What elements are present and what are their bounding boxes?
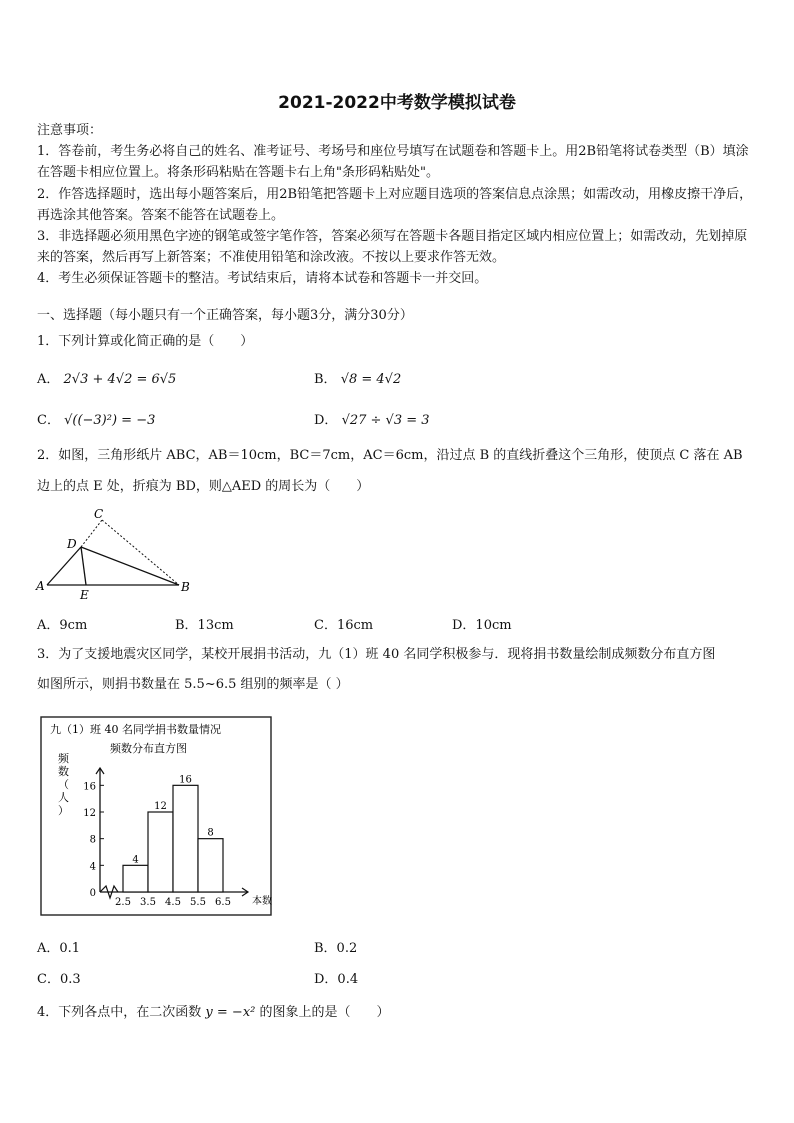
y-axis-label: 频数（人） xyxy=(58,752,69,817)
q4-stem-pre: 4．下列各点中，在二次函数 xyxy=(37,1005,202,1020)
q4-stem-expr: y = −x² xyxy=(205,1005,256,1020)
q3-option-b[interactable]: B．0.2 xyxy=(314,941,358,956)
segment-de xyxy=(81,547,86,585)
q1-option-b[interactable] xyxy=(314,368,401,387)
q4-stem xyxy=(37,1002,390,1023)
histogram-bar xyxy=(123,865,148,892)
chart-subtitle: 频数分布直方图 xyxy=(110,742,187,755)
q2-stem-line1: 2．如图，三角形纸片 ABC，AB＝10cm，BC＝7cm，AC＝6cm，沿过点 B 的直线折叠这个三角形，使顶点 C 落在 AB xyxy=(37,448,743,463)
bar-value-label: 16 xyxy=(179,774,192,786)
notice-item-1: 1．答卷前，考生务必将自己的姓名、准考证号、考场号和座位号填写在试题卷和答题卡上。用2B铅笔将试卷类型（B）填涂在答题卡相应位置上。将条形码粘贴在答题卡右上角"条形码粘贴处"。 xyxy=(37,144,749,181)
q1-option-c-label: C． xyxy=(37,413,60,428)
y-tick-label: 12 xyxy=(83,808,96,819)
q1-option-d-expr: √27 ÷ √3 = 3 xyxy=(341,413,430,428)
q3-option-a[interactable]: A．0.1 xyxy=(37,941,81,956)
page-title: 2021-2022中考数学模拟试卷 xyxy=(278,93,516,113)
x-tick-label: 6.5 xyxy=(215,897,231,908)
q3-histogram xyxy=(40,716,272,916)
x-axis-label: 本数 xyxy=(252,896,272,907)
label-d: D xyxy=(67,537,77,551)
section-heading: 一、选择题（每小题只有一个正确答案，每小题3分，满分30分） xyxy=(37,308,413,323)
q2-option-b[interactable]: B．13cm xyxy=(175,618,234,633)
y-tick-label: 4 xyxy=(89,861,96,873)
q3-option-c[interactable]: C．0.3 xyxy=(37,972,81,987)
bar-value-label: 8 xyxy=(207,827,214,839)
label-b: B xyxy=(181,580,190,594)
q2-triangle-figure xyxy=(34,504,194,602)
q1-option-d[interactable] xyxy=(314,409,430,428)
label-c: C xyxy=(94,507,104,521)
y-tick-label: 8 xyxy=(89,834,96,846)
notice-block xyxy=(37,120,759,290)
histogram-bar xyxy=(173,785,198,892)
q1-option-d-label: D． xyxy=(314,413,338,428)
notice-heading: 注意事项： xyxy=(37,123,103,138)
q3-stem-line2: 如图所示，则捐书数量在 5.5~6.5 组别的频率是（ ） xyxy=(37,677,349,692)
bar-value-label: 12 xyxy=(154,801,167,812)
segment-cb-dashed xyxy=(102,520,179,585)
q1-option-a[interactable] xyxy=(37,368,176,387)
q4-stem-post: 的图象上的是（ ） xyxy=(259,1005,390,1020)
x-tick-label: 4.5 xyxy=(165,897,181,908)
segment-ad xyxy=(47,547,81,585)
notice-item-4: 4．考生必须保证答题卡的整洁。考试结束后，请将本试卷和答题卡一并交回。 xyxy=(37,271,488,287)
q3-option-d[interactable]: D．0.4 xyxy=(314,972,359,987)
label-e: E xyxy=(80,588,89,602)
bar-value-label: 4 xyxy=(132,854,139,866)
y-tick-label: 0 xyxy=(89,888,96,899)
segment-dc-dashed xyxy=(81,520,102,547)
q2-option-d[interactable]: D．10cm xyxy=(452,618,512,633)
q1-option-a-expr: 2√3 + 4√2 = 6√5 xyxy=(63,372,177,387)
q1-option-b-label: B． xyxy=(314,372,337,387)
histogram-bar xyxy=(148,812,173,892)
notice-item-3: 3．非选择题必须用黑色字迹的钢笔或签字笔作答，答案必须写在答题卡各题目指定区域内相应位置上；如需改动，先划掉原来的答案，然后再写上新答案；不准使用铅笔和涂改液。不按以上要求作答无效。 xyxy=(37,229,748,266)
chart-title: 九（1）班 40 名同学捐书数量情况 xyxy=(50,723,221,736)
q1-option-b-expr: √8 = 4√2 xyxy=(340,372,402,387)
q1-option-a-label: A． xyxy=(37,372,60,387)
q3-stem-line1: 3．为了支援地震灾区同学，某校开展捐书活动，九（1）班 40 名同学积极参与．现将捐书数量绘制成频数分布直方图 xyxy=(37,647,716,662)
q1-option-c-expr: √((−3)²) = −3 xyxy=(64,413,156,428)
y-tick-label: 16 xyxy=(83,781,96,793)
notice-item-2: 2．作答选择题时，选出每小题答案后，用2B铅笔把答题卡上对应题目选项的答案信息点涂黑；如需改动，用橡皮擦干净后，再选涂其他答案。答案不能答在试题卷上。 xyxy=(37,186,753,223)
q1-option-c[interactable] xyxy=(37,409,155,428)
q2-stem-line2: 边上的点 E 处，折痕为 BD，则△AED 的周长为（ ） xyxy=(37,479,370,494)
label-a: A xyxy=(36,579,45,593)
x-tick-label: 5.5 xyxy=(190,897,206,908)
histogram-bar xyxy=(198,839,223,892)
segment-db xyxy=(81,547,179,585)
x-tick-label: 3.5 xyxy=(140,897,156,908)
q1-stem: 1．下列计算或化简正确的是（ ） xyxy=(37,334,254,349)
x-tick-label: 2.5 xyxy=(115,897,131,908)
q2-option-c[interactable]: C．16cm xyxy=(314,618,374,633)
q2-option-a[interactable]: A．9cm xyxy=(37,618,88,633)
